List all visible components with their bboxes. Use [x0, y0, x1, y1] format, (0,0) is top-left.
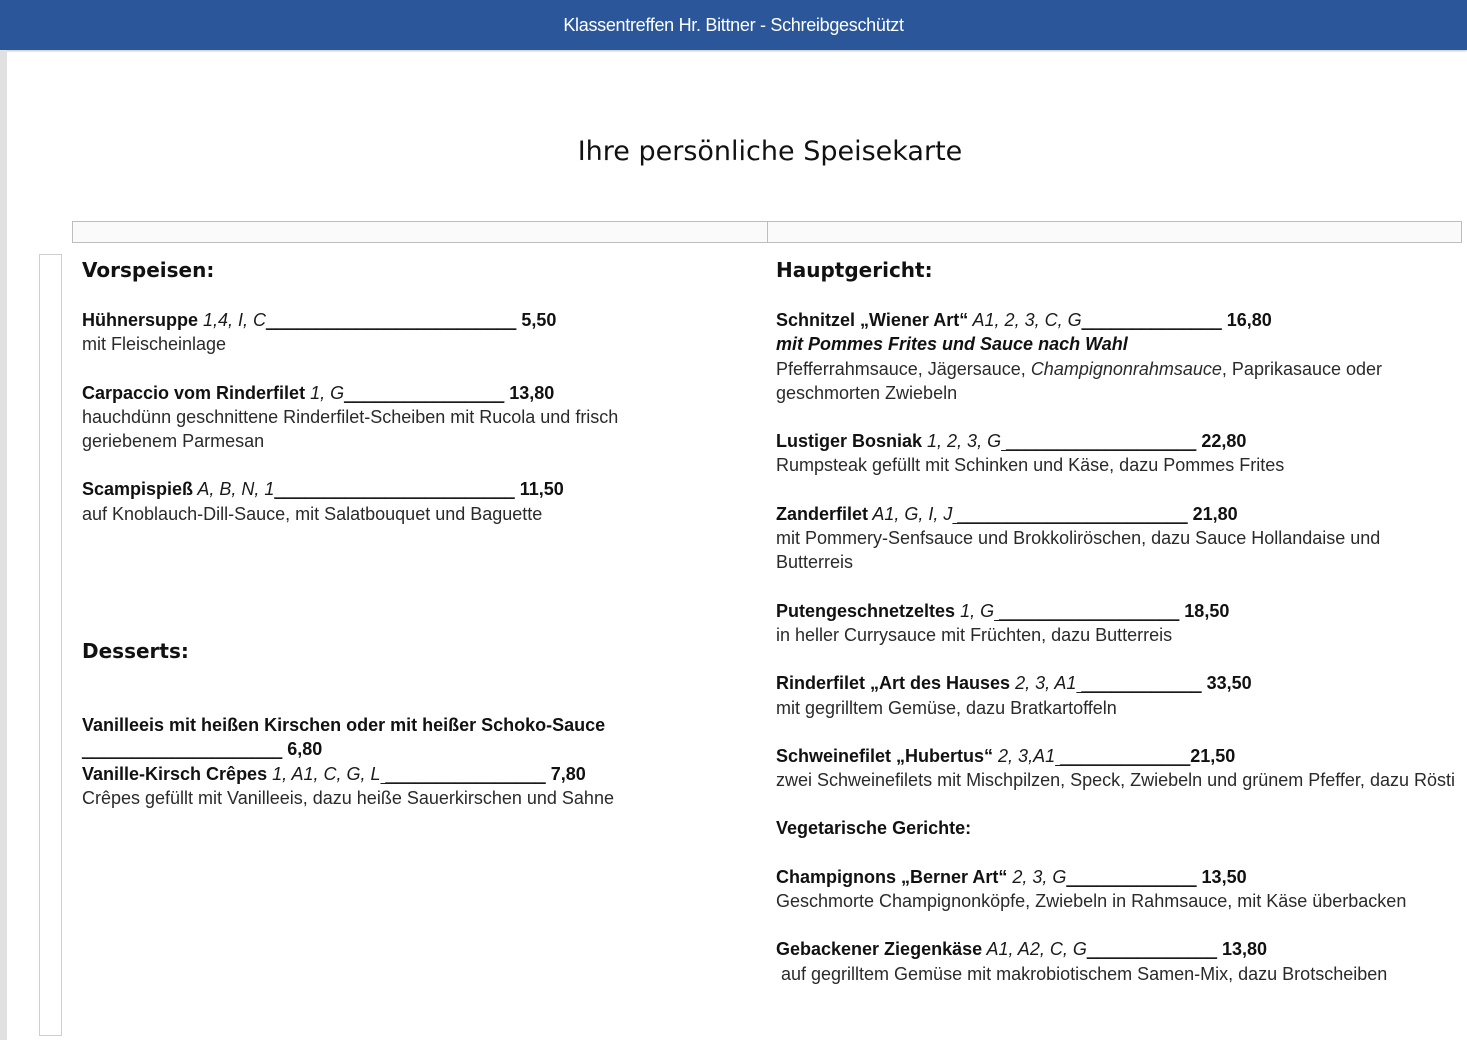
item-name: Vanille-Kirsch Crêpes — [82, 763, 268, 784]
item-description: hauchdünn geschnittene Rinderfilet-Scheiben mit Rucola und frisch geriebenem Parmesan — [82, 406, 619, 452]
menu-item — [776, 502, 1466, 575]
item-name: Schweinefilet „Hubertus“ — [776, 745, 994, 766]
desc-text: Pfefferrahmsauce, Jägersauce, — [776, 358, 1031, 379]
price-leader: ___________________ — [1001, 431, 1197, 452]
item-allergens: 1, A1, C, G, L — [267, 763, 381, 784]
item-price: 11,50 — [519, 479, 564, 500]
section-heading-vegetarisch: Vegetarische Gerichte: — [776, 818, 972, 839]
item-price: 13,50 — [1201, 866, 1247, 887]
window-titlebar — [0, 0, 1467, 50]
price-leader: _________________________ — [266, 310, 517, 330]
item-description: Geschmorte Champignonköpfe, Zwiebeln in Rahmsauce, mit Käse überbacken — [776, 891, 1407, 912]
item-name: Carpaccio vom Rinderfilet — [82, 382, 306, 403]
window-title: Klassentreffen Hr. Bittner - Schreibgeschützt — [563, 14, 904, 35]
item-allergens: A1, 2, 3, C, G — [968, 310, 1082, 330]
item-allergens: A, B, N, 1 — [193, 479, 275, 500]
menu-item — [82, 477, 742, 526]
left-gutter — [0, 50, 7, 1040]
price-leader: ________________ — [344, 382, 505, 403]
item-price: 22,80 — [1201, 431, 1247, 452]
item-description: Crêpes gefüllt mit Vanilleeis, dazu heiße Sauerkirschen und Sahne — [82, 787, 614, 808]
desc-text-italic: Champignonrahmsauce — [1030, 358, 1222, 379]
item-description — [776, 357, 1436, 406]
item-allergens: 2, 3, G — [1007, 866, 1067, 887]
item-name: Scampispieß — [82, 479, 194, 500]
price-leader: __________________ — [994, 600, 1180, 621]
price-leader: _____________ — [1055, 745, 1191, 766]
item-price: 18,50 — [1184, 600, 1230, 621]
menu-item — [776, 744, 1466, 793]
item-description: mit Fleischeinlage — [82, 334, 227, 355]
item-price: 33,50 — [1206, 673, 1252, 694]
menu-item — [82, 713, 742, 762]
price-leader: ____________________ — [82, 739, 283, 760]
price-leader: ________________________ — [274, 479, 515, 500]
item-price: 16,80 — [1226, 310, 1272, 330]
left-column — [82, 256, 742, 810]
item-allergens: 2, 3,A1 — [993, 745, 1056, 766]
item-name: Schnitzel „Wiener Art“ — [776, 310, 969, 330]
item-allergens: 1, G — [955, 600, 995, 621]
item-description: Rumpsteak gefüllt mit Schinken und Käse, dazu Pommes Frites — [776, 455, 1285, 476]
item-name: Vanilleeis mit heißen Kirschen oder mit heißer Schoko-Sauce — [82, 715, 606, 736]
item-allergens: 2, 3, A1 — [1010, 673, 1077, 694]
table-header-cell-right[interactable] — [767, 221, 1462, 243]
item-price: 13,80 — [509, 382, 555, 403]
item-name: Gebackener Ziegenkäse — [776, 939, 983, 960]
right-column — [776, 256, 1466, 986]
menu-item — [776, 429, 1466, 478]
section-heading-vorspeisen: Vorspeisen: — [82, 258, 215, 282]
item-description: zwei Schweinefilets mit Mischpilzen, Speck, Zwiebeln und grünem Pfeffer, dazu Rösti — [776, 770, 1455, 791]
price-leader: ______________ — [1081, 310, 1222, 330]
price-leader: _____________ — [1066, 866, 1197, 887]
menu-item — [82, 381, 742, 454]
menu-item — [82, 762, 742, 811]
item-description: auf Knoblauch-Dill-Sauce, mit Salatbouquet und Baguette — [82, 503, 543, 524]
item-description: auf gegrilltem Gemüse mit makrobiotischem Samen-Mix, dazu Brotscheiben — [776, 963, 1388, 984]
item-subtitle: mit Pommes Frites und Sauce nach Wahl — [776, 334, 1128, 355]
price-leader: _____________ — [1086, 939, 1217, 960]
item-allergens: A1, G, I, J — [868, 503, 953, 524]
section-heading-hauptgericht: Hauptgericht: — [776, 258, 933, 282]
page-title: Ihre persönliche Speisekarte — [577, 136, 963, 168]
item-name: Lustiger Bosniak — [776, 431, 923, 452]
item-name: Hühnersuppe — [82, 310, 199, 330]
item-price: 5,50 — [521, 310, 557, 330]
price-leader: ____________ — [1076, 673, 1202, 694]
item-price: 6,80 — [287, 739, 323, 760]
item-price: 13,80 — [1222, 939, 1268, 960]
item-allergens: A1, A2, C, G — [982, 939, 1087, 960]
menu-item — [776, 937, 1466, 986]
item-allergens: 1, 2, 3, G — [922, 431, 1002, 452]
item-allergens: 1,4, I, C — [198, 310, 267, 330]
item-name: Champignons „Berner Art“ — [776, 866, 1008, 887]
item-price: 7,80 — [550, 763, 586, 784]
item-description: in heller Currysauce mit Früchten, dazu Butterreis — [776, 624, 1173, 645]
item-description: mit Pommery-Senfsauce und Brokkoliröschen, dazu Sauce Hollandaise und Butterreis — [776, 528, 1381, 573]
item-price: 21,80 — [1192, 503, 1238, 524]
section-heading-desserts: Desserts: — [82, 639, 189, 664]
desc-text: , Paprikasauce oder geschmorten Zwiebeln — [776, 358, 1383, 403]
menu-item — [82, 308, 742, 357]
table-header-cell-left[interactable] — [72, 221, 768, 243]
menu-item — [776, 599, 1466, 648]
price-leader: ________________ — [380, 763, 546, 784]
menu-item — [776, 671, 1466, 720]
menu-item — [776, 308, 1466, 405]
item-name: Rinderfilet „Art des Hauses — [776, 673, 1011, 694]
item-price: 21,50 — [1190, 745, 1236, 766]
item-name: Putengeschnetzeltes — [776, 600, 956, 621]
item-description: mit gegrilltem Gemüse, dazu Bratkartoffeln — [776, 697, 1117, 718]
item-name: Zanderfilet — [776, 503, 869, 524]
price-leader: _______________________ — [952, 503, 1188, 524]
margin-column — [39, 254, 62, 1036]
item-allergens: 1, G — [305, 382, 345, 403]
menu-item — [776, 865, 1466, 914]
